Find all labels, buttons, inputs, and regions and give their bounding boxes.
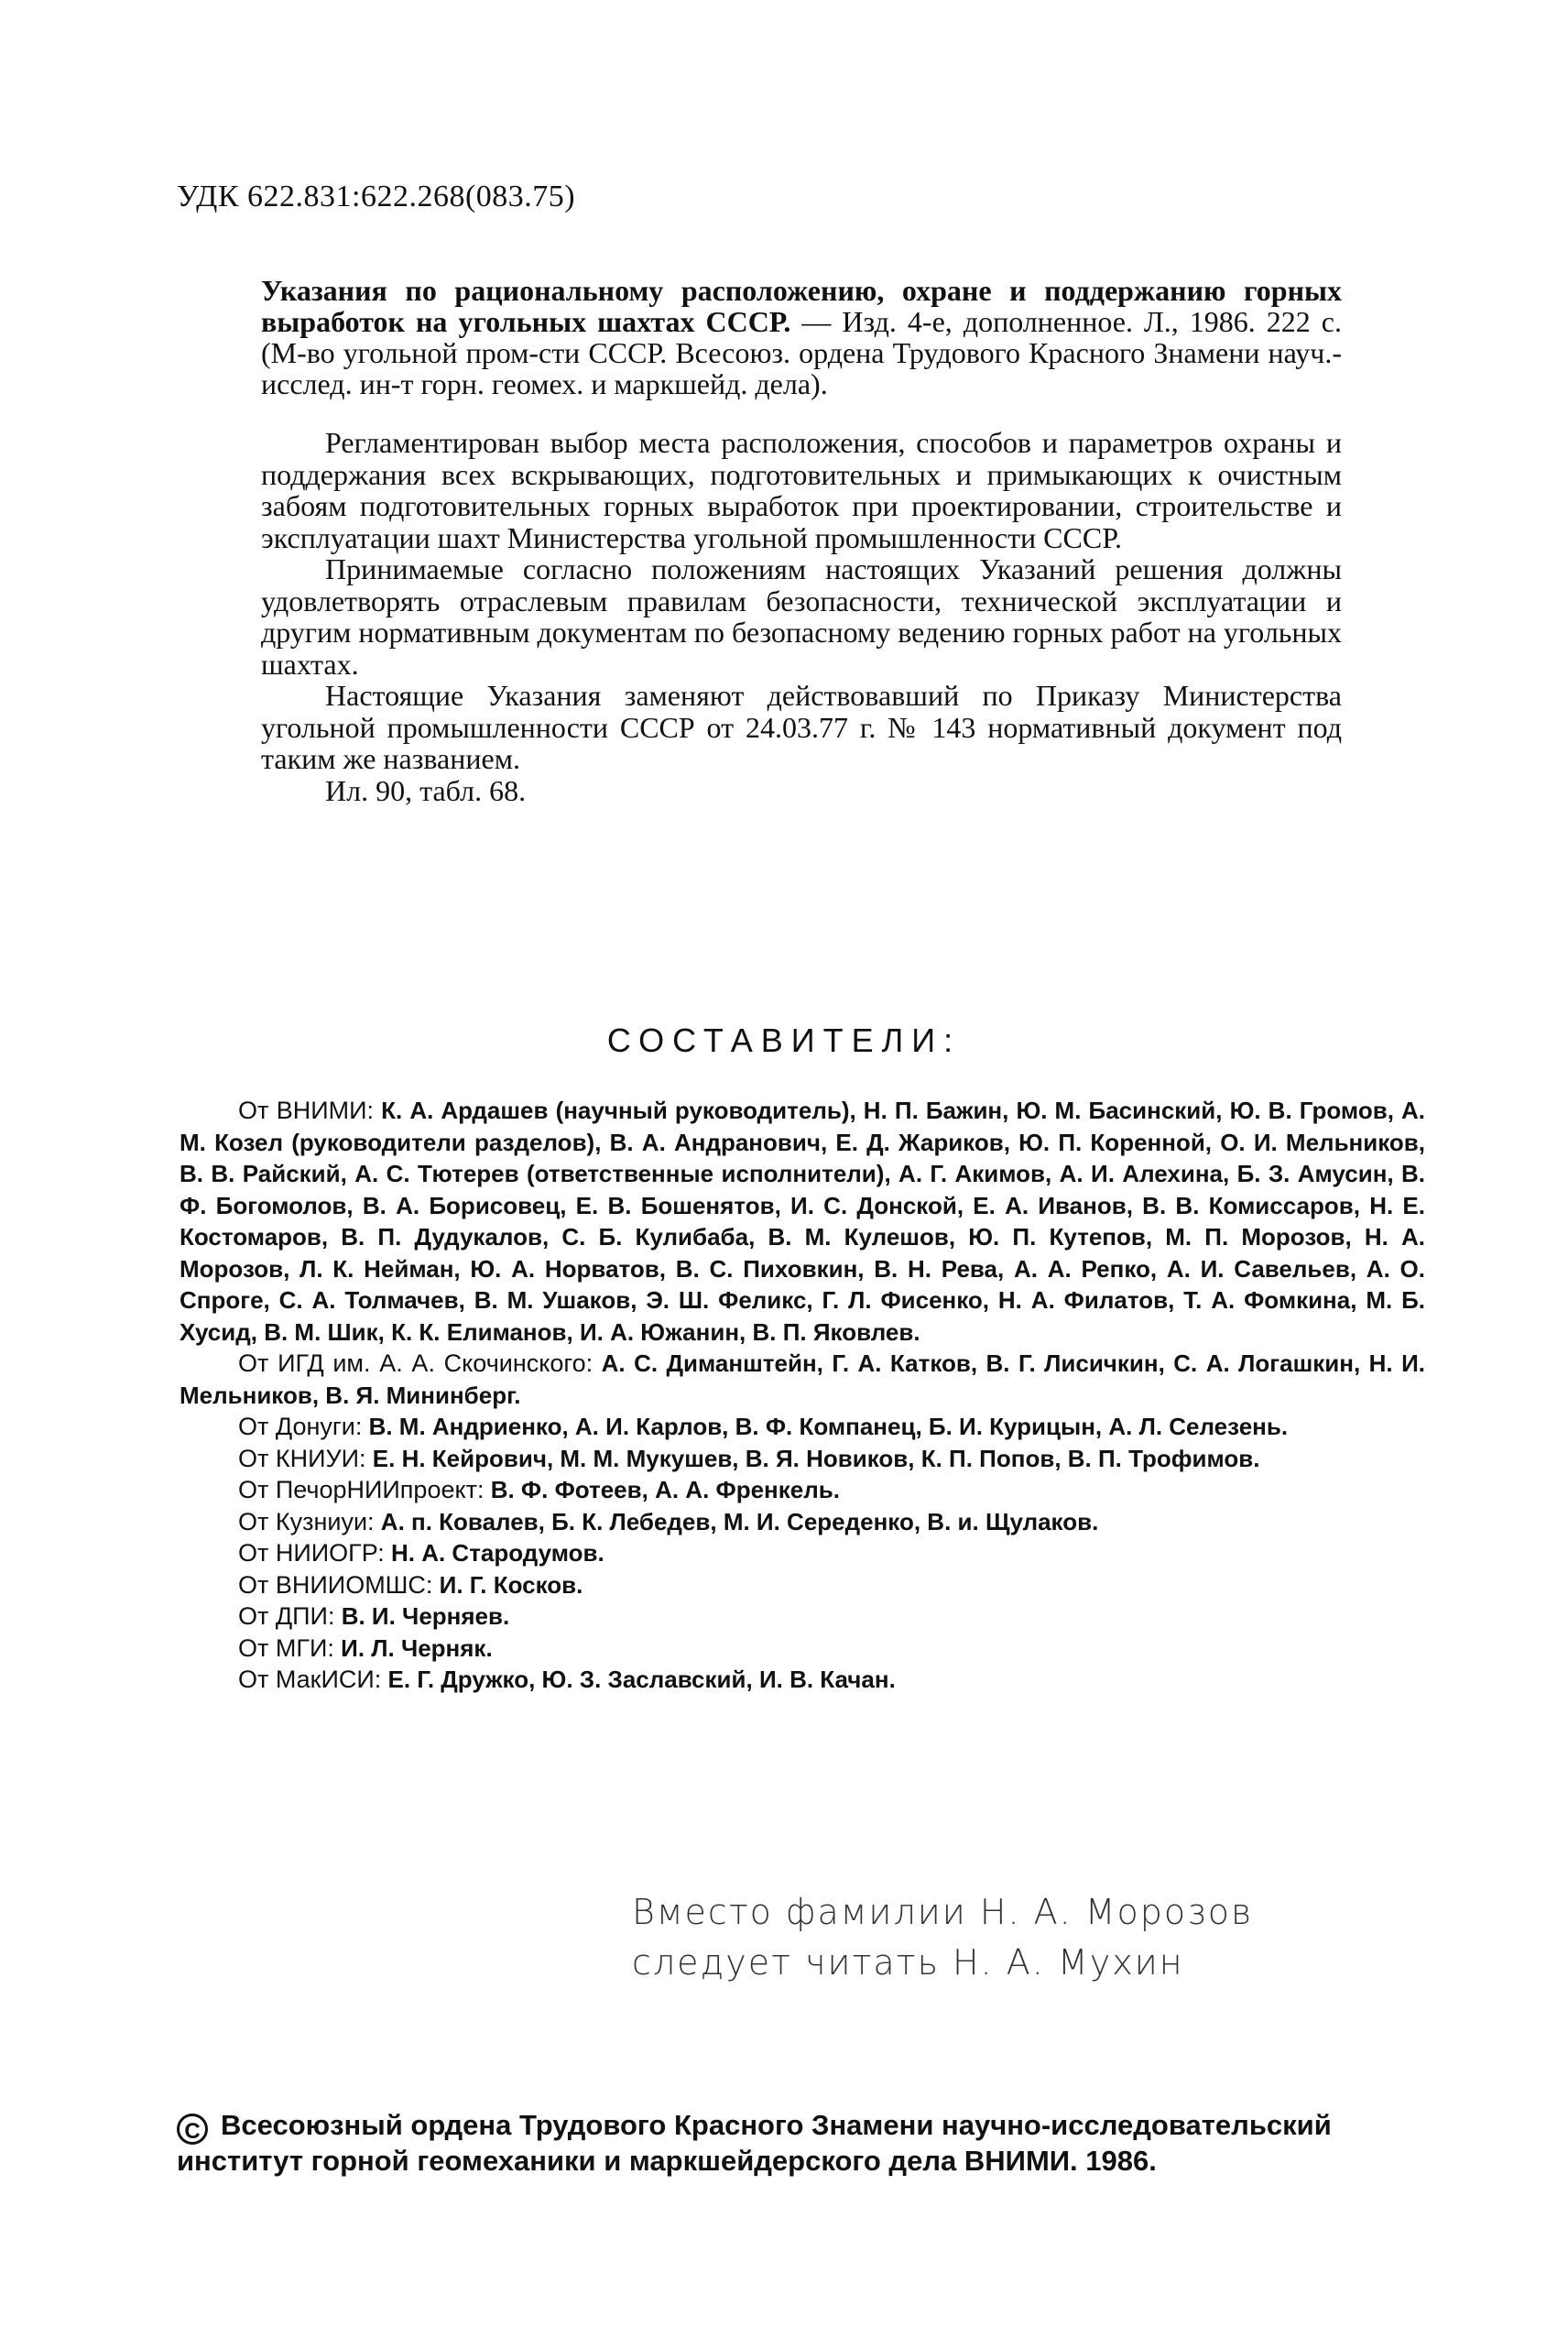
composer-group (180, 1633, 1425, 1665)
abstract-paragraph: Регламентирован выбор места расположения, способов и параметров охраны и поддержания всех вскрывающих, подготовительных и примыкающих к очистным забоям подготовительных горных выработок при проектировании, строительстве и эксплуатации шахт Министерства угольной промышленности СССР. (261, 426, 1342, 554)
abstract-paragraph: Настоящие Указания заменяют действовавший по Приказу Министерства угольной промышленности СССР от 24.03.77 г. № 143 нормативный документ под таким же названием. (261, 679, 1342, 775)
composer-names: А. С. Диманштейн, Г. А. Катков, В. Г. Лисичкин, С. А. Логашкин, Н. И. Мельников, В. Я. Мининберг. (180, 1349, 1425, 1409)
copyright-text: Всесоюзный ордена Трудового Красного Знамени научно-исследовательский институт горной геомеханики и маркшейдерского дела ВНИМИ. 1986. (177, 2109, 1332, 2177)
composer-group (180, 1474, 1425, 1506)
book-title: Указания по рациональному расположению, охране и поддержанию горных выработок на угольных шахтах СССР. (261, 274, 1342, 338)
copyright-notice (177, 2109, 1422, 2177)
composer-group (180, 1506, 1425, 1538)
composer-names: В. Ф. Фотеев, А. А. Френкель. (490, 1476, 840, 1503)
erratum-stamp (632, 1887, 1253, 1988)
composer-names: Н. А. Стародумов. (390, 1539, 604, 1567)
composer-org: От ДПИ: (238, 1602, 335, 1630)
composer-org: От МГИ: (238, 1633, 334, 1662)
composer-org: От ВНИМИ: (238, 1097, 375, 1124)
composer-org: От НИИОГР: (238, 1539, 385, 1567)
composer-names: И. Л. Черняк. (341, 1633, 493, 1662)
composer-group (180, 1537, 1425, 1569)
udk-code: УДК 622.831:622.268(083.75) (177, 180, 576, 213)
composer-group (180, 1411, 1425, 1443)
composer-org: От Донуги: (238, 1413, 363, 1440)
composer-group (180, 1600, 1425, 1633)
book-details: — Изд. 4-е, дополненное. Л., 1986. 222 с. (М-во угольной пром-сти СССР. Всесоюз. ордена Трудового Красного Знамени науч.-исслед. ин-т горн. геомех. и маркшейд. дела). (261, 305, 1343, 400)
composer-names: К. А. Ардашев (научный руководитель), Н. П. Бажин, Ю. М. Басинский, Ю. В. Громов, А. М. Козел (руководители разделов), В. А. Андранович, Е. Д. Жариков, Ю. П. Коренной, О. И. Мельников, В. В. Райский, А. С. Тютерев (ответственные исполнители), А. Г. Акимов, А. И. Алехина, Б. З. Амусин, В. Ф. Богомолов, В. А. Борисовец, Е. В. Бошенятов, И. С. Донской, Е. А. Иванов, В. В. Комиссаров, Н. Е. Костомаров, В. П. Дудукалов, С. Б. Кулибаба, В. М. Кулешов, Ю. П. Кутепов, М. П. Морозов, Н. А. Морозов, Л. К. Нейман, Ю. А. Норватов, В. С. Пиховкин, В. Н. Рева, А. А. Репко, А. И. Савельев, А. О. Спроге, С. А. Толмачев, В. М. Ушаков, Э. Ш. Феликс, Г. Л. Фисенко, Н. А. Филатов, Т. А. Фомкина, М. Б. Хусид, В. М. Шик, К. К. Елиманов, И. А. Южанин, В. П. Яковлев. (180, 1097, 1425, 1346)
composer-group (180, 1569, 1425, 1601)
composer-names: И. Г. Косков. (439, 1570, 583, 1599)
composer-group (180, 1095, 1425, 1348)
composer-group (180, 1443, 1425, 1475)
abstract-paragraph: Принимаемые согласно положениям настоящих Указаний решения должны удовлетворять отраслевым правилам безопасности, технической эксплуатации и другим нормативным документам по безопасному ведению горных работ на угольных шахтах. (261, 552, 1342, 681)
composer-group (180, 1664, 1425, 1696)
composer-names: В. М. Андриенко, А. И. Карлов, В. Ф. Компанец, Б. И. Курицын, А. Л. Селезень. (368, 1413, 1289, 1440)
copyright-icon: C (177, 2114, 208, 2145)
abstract (261, 427, 1342, 806)
composer-org: От ИГД им. А. А. Скочинского: (238, 1349, 593, 1377)
composer-org: От МакИСИ: (238, 1666, 382, 1693)
erratum-line: следует читать Н. А. Мухин (632, 1942, 1184, 1983)
composer-org: От КНИУИ: (238, 1444, 366, 1472)
composer-names: В. И. Черняев. (341, 1602, 510, 1630)
composer-group (180, 1348, 1425, 1411)
composer-names: Е. Н. Кейрович, М. М. Мукушев, В. Я. Новиков, К. П. Попов, В. П. Трофимов. (372, 1444, 1260, 1472)
composer-org: От ВНИИОМШС: (238, 1570, 433, 1599)
bibliographic-description (261, 275, 1342, 399)
erratum-line: Вместо фамилии Н. А. Морозов (632, 1892, 1254, 1932)
composers-heading: СОСТАВИТЕЛИ: (606, 1021, 962, 1059)
composer-org: От ПечорНИИпроект: (238, 1476, 485, 1503)
composers-list (180, 1095, 1425, 1696)
abstract-illustrations: Ил. 90, табл. 68. (325, 773, 527, 807)
composer-org: От Кузниуи: (238, 1507, 375, 1535)
composer-names: Е. Г. Дружко, Ю. З. Заславский, И. В. Качан. (387, 1666, 896, 1693)
composer-names: А. п. Ковалев, Б. К. Лебедев, М. И. Середенко, В. и. Щулаков. (380, 1507, 1099, 1535)
